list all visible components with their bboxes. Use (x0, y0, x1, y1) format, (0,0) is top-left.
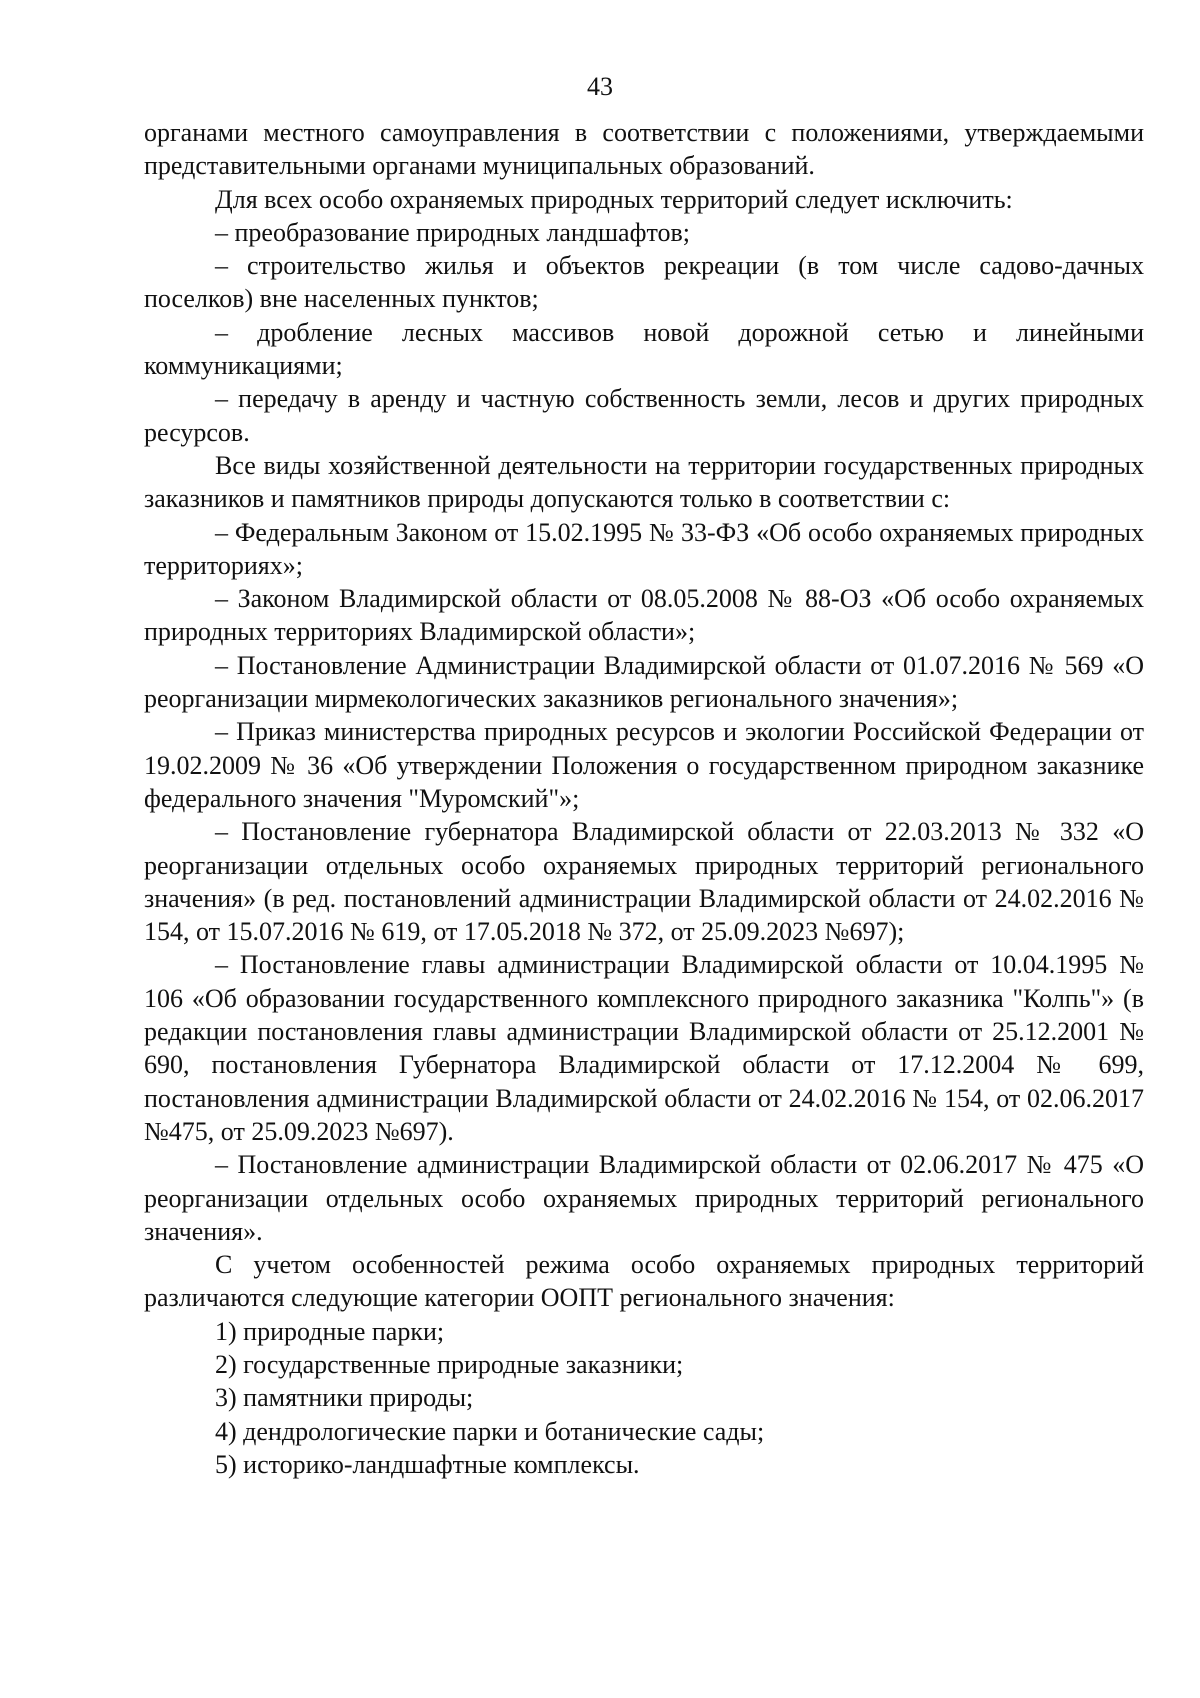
page-number: 43 (587, 72, 613, 101)
list-item-exclusion: – строительство жилья и объектов рекреации (в том числе садово-дачных поселков) вне населенных пунктов; (144, 251, 1144, 314)
document-body (144, 116, 1144, 1481)
list-item-category: 2) государственные природные заказники; (215, 1349, 684, 1379)
list-item-exclusion: – передачу в аренду и частную собственность земли, лесов и других природных ресурсов. (144, 384, 1144, 447)
list-item-legal-act: – Постановление губернатора Владимирской области от 22.03.2013 № 332 «О реорганизации отдельных особо охраняемых природных территорий регионального значения» (в ред. постановлений администрации Владимирской области от 24.02.2016 № 154, от 15.07.2016 № 619, от 17.05.2018 № 372, от 25.09.2023 №697); (144, 817, 1144, 947)
list-item-category: 4) дендрологические парки и ботанические сады; (215, 1416, 765, 1446)
list-item-legal-act: – Приказ министерства природных ресурсов и экологии Российской Федерации от 19.02.2009 № 36 «Об утверждении Положения о государственном природном заказнике федерального значения "Муромский"»; (144, 717, 1144, 813)
list-item-legal-act: – Постановление Администрации Владимирской области от 01.07.2016 № 569 «О реорганизации мирмекологических заказников регионального значения»; (144, 650, 1144, 714)
list-item-legal-act: – Постановление администрации Владимирской области от 02.06.2017 № 475 «О реорганизации отдельных особо охраняемых природных территорий регионального значения». (144, 1150, 1144, 1246)
list-item-exclusion: – дробление лесных массивов новой дорожной сетью и линейными коммуникациями; (144, 317, 1144, 381)
paragraph-exclusions-intro: Для всех особо охраняемых природных территорий следует исключить: (215, 184, 1013, 214)
list-item-category: 3) памятники природы; (215, 1383, 474, 1413)
list-item-category: 1) природные парки; (215, 1316, 445, 1346)
list-item-exclusion: – преобразование природных ландшафтов; (215, 217, 690, 247)
paragraph-activities-intro: Все виды хозяйственной деятельности на территории государственных природных заказников и памятников природы допускаются только в соответствии с: (144, 450, 1144, 514)
paragraph-continuation: органами местного самоуправления в соответствии с положениями, утверждаемыми представительными органами муниципальных образований. (144, 118, 1144, 181)
list-item-legal-act: – Законом Владимирской области от 08.05.2008 № 88-ОЗ «Об особо охраняемых природных территориях Владимирской области»; (144, 584, 1144, 647)
paragraph-categories-intro: С учетом особенностей режима особо охраняемых природных территорий различаются следующие категории ООПТ регионального значения: (144, 1250, 1144, 1313)
list-item-legal-act: – Постановление главы администрации Владимирской области от 10.04.1995 № 106 «Об образовании государственного комплексного природного заказника "Колпь"» (в редакции постановления главы администрации Владимирской области от 25.12.2001 № 690, постановления Губернатора Владимирской области от 17.12.2004 № 699, постановления администрации Владимирской области от 24.02.2016 № 154, от 02.06.2017 №475, от 25.09.2023 №697). (144, 950, 1144, 1146)
list-item-category: 5) историко-ландшафтные комплексы. (215, 1449, 640, 1479)
list-item-legal-act: – Федеральным Законом от 15.02.1995 № 33-ФЗ «Об особо охраняемых природных территориях»; (144, 517, 1144, 580)
